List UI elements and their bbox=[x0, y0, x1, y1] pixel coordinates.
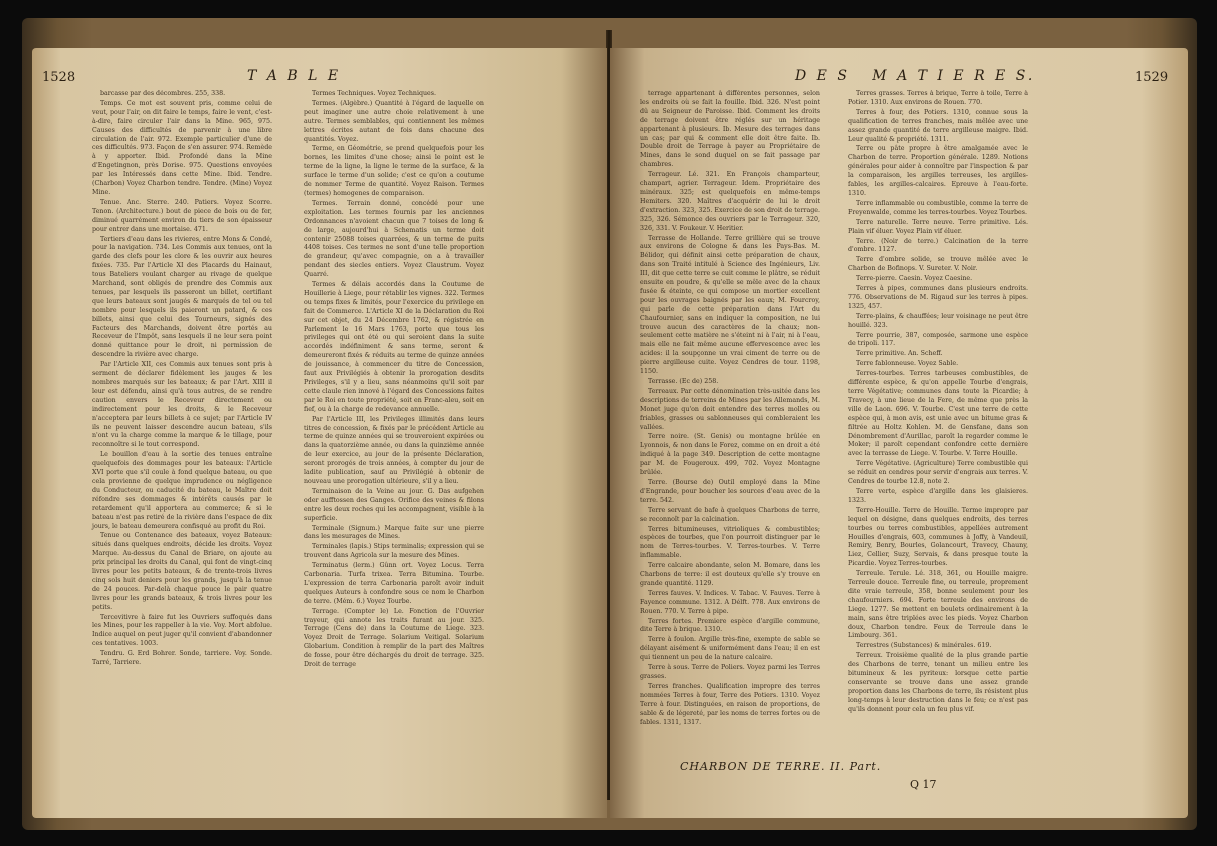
index-entry: Le bouillon d'eau à la sortie des tenues entraîne quelquefois des dommages pour les bateaux: l'Article XVI porte que s'il coule à fond quelque bateau, ou que cela provienne de quelque imprudence ou négligence du Conducteur, ou caducité du bateau, le Maître doit réfondre ses dommages & intérêts causés par le retardement qu'il apportera au commerce; & si le bateau n'est pas retiré de la rivière dans l'espace de dix jours, le bateau demeurera confisqué au profit du Roi. bbox=[92, 451, 272, 530]
index-entry: Terres à pipes, communes dans plusieurs endroits. 776. Observations de M. Rigaud sur les terres à pipes. 1325, 457. bbox=[848, 285, 1028, 310]
index-entry: Terres-tourbes. Terres tarbeuses combustibles, de différente espèce, & qu'on appelle Tourbe d'engrais, terre Végétative; communes dans toute la Picardie; à Travecy, à une lieue de la Fere, de même que près la ville de Laon. 696. V. Tourbe. C'est une terre de cette espèce qui, à mon avis, est unie avec un bitume gras & filtrée au Holtz Kohlen. M. de Gensfane, dans son Dénombrement d'Aurillac, paroît la regarder comme le Moker; il paroît cependant confondre cette dernière avec la terrasse de Liege. V. Tourbe. V. Terre Houille. bbox=[848, 370, 1028, 458]
index-entry: Terminale (Signum.) Marque faite sur une pierre dans les mesurages de Mines. bbox=[304, 524, 484, 541]
index-entry: Terre-plains, & chauffées; leur voisinage ne peut être houillé. 323. bbox=[848, 312, 1028, 329]
index-entry: Terrage. (Compter le) Le. Fonction de l'Ouvrier trayeur, qui annote les traits furant au jour. 325. Terrage (Cens de) dans la Coutume de Liege. 323. Voyez Droit de Terrage. Solarium Veitigal. Solarium Globarium. Condition à remplir de la part des Maîtres de fosse, pour être déchargés du droit de terrage. 325. Droit de terrage bbox=[304, 607, 484, 669]
index-entry: Terre-Houille. Terre de Houille. Terme impropre par lequel on désigne, dans quelques endroits, des terres tourbes ou terres combustibles, appellées autrement Houilles d'engrais, 603, communes à Joffy, à Vandeuil, Remiry, Benry, Bourles, Golancourt, Travecy, Chauny, Liez, Cellier, Suzy, Servais, & dans presque toute la Picardie. Voyez Terres-tourbes. bbox=[848, 506, 1028, 568]
index-entry: Terre d'ombre solide, se trouve mêlée avec le Charbon de Bofinops. V. Sureter. V. Noir. bbox=[848, 256, 1028, 273]
index-entry: Par l'Article III, les Privileges illimités dans leurs titres de concession, & fixés par le précédent Article au terme de quinze années qui se trouveroient expirées ou dans la quatorzième année, ou dans la quinzième année de leur exercice, au jour de la présente Déclaration, seront prorogés de trois années, à compter du jour de ladite publication, sauf au Privilégié à obtenir de nouveau une prorogation ultérieure, s'il y a lieu. bbox=[304, 415, 484, 485]
index-entry: Temps. Ce mot est souvent pris, comme celui de veut, pour l'air, on dit faire le temps, faire le vent, c'est-à-dire, faire circuler l'air dans la Mine. 965, 975. Causes des difficultés de parvenir à une libre circulation de l'air. 972. Exemple particulier d'une de ces difficultés. 973. Façon de s'en assurer. 974. Remède à y apporter. Ibid. Profondé dans la Mine d'Engetingnon, près Dorise. 975. Questions envoyées par les Intéressés dans cette Mine. Ibid. Tendre. (Charbon) Voyez Charbon tendre. Tendre. (Mine) Voyez Mine. bbox=[92, 99, 272, 196]
index-entry: Terres bitumineuses, vitrioliques & combustibles; espèces de tourbes, que l'on pourroit distinguer par le nom de Terres-tourbes. V. Terres-tourbes. V. Terre inflammable. bbox=[640, 525, 820, 560]
index-entry: Tenue. Anc. Sterre. 240. Patiers. Voyez Scorre. Tenon. (Architecture.) bout de piece de bois ou de fer, diminué quarrément environ du tiers de son épaisseur pour entrer dans une mortaise. 471. bbox=[92, 198, 272, 233]
index-entry: Terrestres (Substances) & minérales. 619. bbox=[856, 642, 992, 650]
index-entry: Tendru. G. Erd Bohrer. Sonde, tarriere. Voy. Sonde. Tarré, Tarriere. bbox=[92, 650, 272, 667]
index-entry: Terres fortes. Premiere espèce d'argille commune, dite Terre à brique. 1310. bbox=[640, 617, 820, 634]
index-entry: Terres grasses. Terres à brique, Terre à toile, Terre à Potier. 1310. Aux environs de Rouen. 770. bbox=[848, 90, 1028, 106]
index-entry: Terre-pierre. Caesin. Voyez Caesine. bbox=[856, 275, 973, 283]
left-page-number: 1528 bbox=[42, 70, 76, 85]
index-entry: Termes Techniques. Voyez Techniques. bbox=[312, 90, 437, 97]
index-entry: Terminatus (lerm.) Gûnn ort. Voyez Locus. Terra Carbonaria. Turfa trixea. Terra Bitumina. Tourbe. L'expression de terra Carbonaria paroît avoir induit quelques Auteurs à confondre sous ce nom le Charbon de terre. (Mém. 6.) Voyez Tourbe. bbox=[304, 562, 484, 605]
index-entry: barcasse par des décombres. 255, 338. bbox=[100, 90, 226, 97]
index-entry: Terre fablonneuse. Voyez Sable. bbox=[856, 360, 959, 368]
right-page-footer: CHARBON DE TERRE. II. Part. bbox=[680, 760, 882, 773]
index-entry: Terre. (Noir de terre.) Calcination de la terre d'ombre. 1127. bbox=[848, 237, 1028, 254]
index-entry: Termes. (Algèbre.) Quantité à l'égard de laquelle on peut imaginer une autre choie relativement à une autre. Termes semblables, qui contiennent les mêmes lettres écrites autant de fois dans chacune des quantités. Voyez. bbox=[304, 99, 484, 143]
index-entry: Terre pourrie, 387, composée, sarmone une espèce de tripoli. 117. bbox=[848, 331, 1028, 348]
left-page bbox=[32, 48, 607, 818]
index-entry: Terres à four, des Potiers. 1310, connue sous la qualification de terres franches, mais mêlée avec une assez grande quantité de terre argilleuse maigre. Ibid. Leur qualité & propriété. 1311. bbox=[848, 108, 1028, 143]
index-entry: Terreule. Terule. Lé. 318, 361, ou Houille maigre. Terreule douce. Terreule fine, ou terreule, proprement dite vraie terreule, 358, bonne seulement pour les chaufourniers. 694. Forte terreule des environs de Liege. 1277. Se mettent en boulets ordinairement à la main, sans être triplées avec les pieds. Voyez Charbon doux, Charbon tendre. Feux de Terreule dans le Limbourg. 361. bbox=[848, 570, 1028, 640]
index-entry: Terre primitive. An. Scheff. bbox=[856, 350, 943, 358]
index-entry: Tercevitivre à faire fut les Ouvriers suffoqués dans les Mines, pour les rappeller à la vie. Voy. Mort abfolue. Indice auquel on peut juger qu'il convient d'abandonner ces tentatives. 1003. bbox=[92, 613, 272, 648]
index-entry: Terre inflammable ou combustible, comme la terre de Freyenwalde, comme les terres-tourbes. Voyez Tourbes. bbox=[848, 199, 1028, 216]
index-entry: Terre. (Bourse de) Outil employé dans la Mine d'Engrande, pour boucher les sources d'eau avec de la terre. 542. bbox=[640, 478, 820, 504]
index-entry: Terre calcaire abondante, selon M. Bomare, dans les Charbons de terre: il est douteux qu'elle s'y trouve en grande quantité. 1129. bbox=[640, 562, 820, 587]
index-entry: Terre servant de bafe à quelques Charbons de terre, se reconnoît par la calcination. bbox=[640, 506, 820, 523]
index-entry: Terrasse de Hollande. Terre grillière qui se trouve aux environs de Cologne & dans les Pays-Bas. M. Bélidor, qui définit ainsi cette préparation de chaux, dans son Traité intitulé à Science des Ingénieurs, Liv. III, dit que cette terre se cuit comme le plâtre, se réduit ensuite en poudre, & qu'elle se mêle avec de la chaux fusée & éteinte, ce qui compose un mortier excellent pour les ouvrages baignés par les eaux; M. Fourcroy, qui parle de cette préparation dans l'Art du Chaufournier, sans en indiquer la composition, ne lui trouve aucun des caractères de la chaux; non-seulement cette matière ne s'éteint ni à l'air, ni à l'eau, mais elle ne fait même aucune effervescence avec les acides: il la soupçonne un vrai ciment de terre ou de pierre argilleuse cuite. Voyez Cendres de tour. 1198, 1150. bbox=[640, 234, 820, 376]
index-entry: Termes & délais accordés dans la Coutume de Houillerie à Liege, pour rétablir les vignes. 322. Termes ou temps fixes & limités, pour l'exercice du privilege en fait de Commerce. L'Article XI de la Déclaration du Roi sur cet objet, du 24 Décembre 1762, & régistrée en Parlement le 16 Mars 1763, porte que tous les privileges qui ont été ou qui seroient dans la suite accordés indéfiniment & sans terme, seront & demeureront fixés & réduits au terme de quinze années de jouissance, à commencer du titre de Concession, faut aux Privilégiés à obtenir la prorogation desdits Privileges, s'il y a lieu, sans néanmoins qu'il soit par cette claule rien innové à l'égard des Concessions faites par le Roi en toute propriété, soit en Franc-aleu, soit en fief, ou à la charge de redevance annuelle. bbox=[304, 281, 484, 413]
index-entry: Terminaison de la Veine au jour. G. Das aufgehen oder aufftossen des Ganges. Orifice des veines & filons entre les deux roches qui les accompagnent, visible à la superficie. bbox=[304, 487, 484, 522]
index-entry: Terrageur. Lé. 321. En François champarteur, champart, agrier. Terrageur. Idem. Propriétaire des minéraux. 325; est quelquefois en même-temps Hemiters. 320. Maîtres d'acquérir de lui le droit d'extraction. 323, 325. Exercice de son droit de terrage. 325, 326. Sémonce des ouvriers par le Terrageur. 320, 326, 331. V. Foukeur. V. Heritier. bbox=[640, 171, 820, 232]
index-entry: Terre ou pâte propre à être amalgamée avec le Charbon de terre. Proportion générale. 1289. Notions générales pour aider à connoître par l'inspection & par la comparaison, les argilles terreuses, les argilles-fables, les argilles-calcaires. Epreuve à l'eau-forte. 1310. bbox=[848, 145, 1028, 197]
index-entry: Terre noire. (St. Genis) ou montagne brûlée en Lyonnois, & non dans le Forez, comme on en droit a été indiqué à la page 349. Description de cette montagne par M. de Fougeroux. 499, 702. Voyez Montagne brûlée. bbox=[640, 433, 820, 477]
index-entry: Terreaux. Par cette dénomination très-usitée dans les descriptions de terreins de Mines par les Allemands, M. Monet juge qu'on doit entendre des terres molles ou friables, grasses ou sablonneuses qui combleraient les vallées. bbox=[640, 387, 820, 431]
index-entry: Terre Végétative. (Agriculture) Terre combustible qui se réduit en cendres pour servir d'engrais aux terres. V. Cendres de tourbe 12.8, note 2. bbox=[848, 460, 1028, 486]
right-page-signature: Q 17 bbox=[910, 778, 937, 791]
index-entry: Termes. Terrain donné, concédé pour une exploitation. Les termes fournis par les anciennes Ordonnances n'avoient chacun que 7 toises de long & de large, aujourd'hui à Schematis un terme doit contenir 25088 toises quarrées, & un terme de puits 4408 toises. Ces termes ne sont d'une telle proportion de grandeur, qu'avec compagnie, on a à travailler pendant des siecles entiers. Voyez Claustrum. Voyez Quarré. bbox=[304, 199, 484, 279]
left-running-head: T A B L E bbox=[247, 68, 342, 84]
index-entry: Terres franches. Qualification impropre des terres nommées Terres à four, Terre des Potiers. 1310. Voyez Terre à four. Distinguées, en raison de proportions, de sable & de légereté, par les noms de terres fortes ou de fables. 1311, 1317. bbox=[640, 682, 820, 726]
index-entry: Terminales (lapis.) Stips terminalis; expression qui se trouvent dans Agricola sur la mesure des Mines. bbox=[304, 543, 484, 560]
right-column-2 bbox=[848, 90, 1028, 716]
left-column-2 bbox=[304, 90, 484, 671]
index-entry: Terre à sous. Terre de Poliers. Voyez parmi les Terres grasses. bbox=[640, 664, 820, 680]
index-entry: Terrasse. (Ec de) 258. bbox=[648, 378, 719, 385]
right-running-head: D E S M A T I E R E S. bbox=[795, 68, 1036, 84]
right-page bbox=[610, 48, 1188, 818]
index-entry: terrage appartenant à différentes personnes, selon les endroits où se fait la fouille. Ibid. 326. N'est point dû au Seigneur de Paroisse. Ibid. Comment les droits de terrage doivent être réglés sur un héritage appartenant à plusieurs. Ib. Mesure des terrages dans un cas; par qui & comment elle doit être faite. Ib. Double droit de Terrage à payer au Propriétaire de Mines, dans le sond duquel on se fait passage par chambres. bbox=[640, 90, 820, 169]
index-entry: Terme, en Géométrie, se prend quelquefois pour les bornes, les limites d'une chose; ainsi le point est le terme de la ligne, la ligne le terme de la surface, & la surface le terme d'un solide; c'est ce qu'on a coutume de nommer Terme de quantité. Voyez Raison. Termes (termes) homogenes de comparaison. bbox=[304, 145, 484, 197]
index-entry: Terres fauves. V. Indices. V. Tabac. V. Fauves. Terre à Fayence commune. 1312. A Délft. 778. Aux environs de Rouen. 770. V. Terre à pipe. bbox=[640, 589, 820, 615]
left-column-1 bbox=[92, 90, 272, 669]
index-entry: Terreux. Troisième qualité de la plus grande partie des Charbons de terre, tenant un milieu entre les bitumineux & les pyriteux: lorsque cette partie conservante se trouve dans une assez grande proportion dans les Charbons de terre, ils résistent plus long-temps à leur destruction dans le feu; ce n'est pas qu'ils donnent pour cela un feu plus vif. bbox=[848, 652, 1028, 713]
index-entry: Par l'Article XII, ces Commis aux tenues sont pris à serment de déclarer fidèlement les jauges & les nombres marqués sur les bateaux; & par l'Art. XIII il leur est défendu, ainsi qu'à tous autres, de se rendre caution envers le Receveur directement ou indirectement pour les droits, & le Receveur n'acceptera par leurs billets à ce sujet; par l'Article IV ils ne peuvent laisser descendre aucun bateau, s'ils n'ont vu la charge comme la marque & le tillage, pour reconnoître si le tout correspond. bbox=[92, 361, 272, 449]
right-page-number: 1529 bbox=[1135, 70, 1169, 85]
index-entry: Terre naturelle. Terre neuve. Terre primitive. Lés. Plain vif éluer. Voyez Plain vif éluer. bbox=[848, 218, 1028, 235]
index-entry: Terre verte, espèce d'argille dans les glaisieres. 1323. bbox=[848, 487, 1028, 504]
index-entry: Tenue ou Contenance des bateaux, voyez Bateaux: situés dans quelques endroits, décide les droits. Voyez Marque. Au-dessus du Canal de Briare, on ajoute au prix principal les droits du Canal, qui font de vingt-cinq livres pour les petits bateaux, & de trente-trois livres cinq sols huit deniers pour les grands, jusqu'à la tenue de 24 pouces. Par-delà chaque pouce le pair quatre livres pour les grands bateaux, & trois livres pour les petits. bbox=[92, 532, 272, 611]
right-column-1 bbox=[640, 90, 820, 728]
index-entry: Terre à foulon. Argille très-fine, exempte de sable se délayant aisément & uniformément dans l'eau; il en est qui tiennent un peu de la nature calcaire. bbox=[640, 636, 820, 662]
index-entry: Tertiers d'eau dans les rivieres, entre Mons & Condé, pour la navigation. 734. Les Commis aux tenues, ont la garde des clefs pour les clore & les ouvrir aux heures fixées. 735. Par l'Article XI des Placards du Hainaut, tous Bateliers voulant charger au rivage de quelque Marchand, sont obligés de prendre des Commis aux tenues, par lesquels ils passeront un billet, certifiant que leurs bateaux sont jaugés & marqués de tel ou tel nombre pour lesquels ils paieront un patard, & ces billets, ainsi que celui des Tourneurs, signés des Facteurs des Marchands, doivent être portés au Receveur de l'Impôt, sans lesquels il ne leur sera point donné quittance pour le droit, ni permission de descendre la rivière avec charge. bbox=[92, 235, 272, 359]
